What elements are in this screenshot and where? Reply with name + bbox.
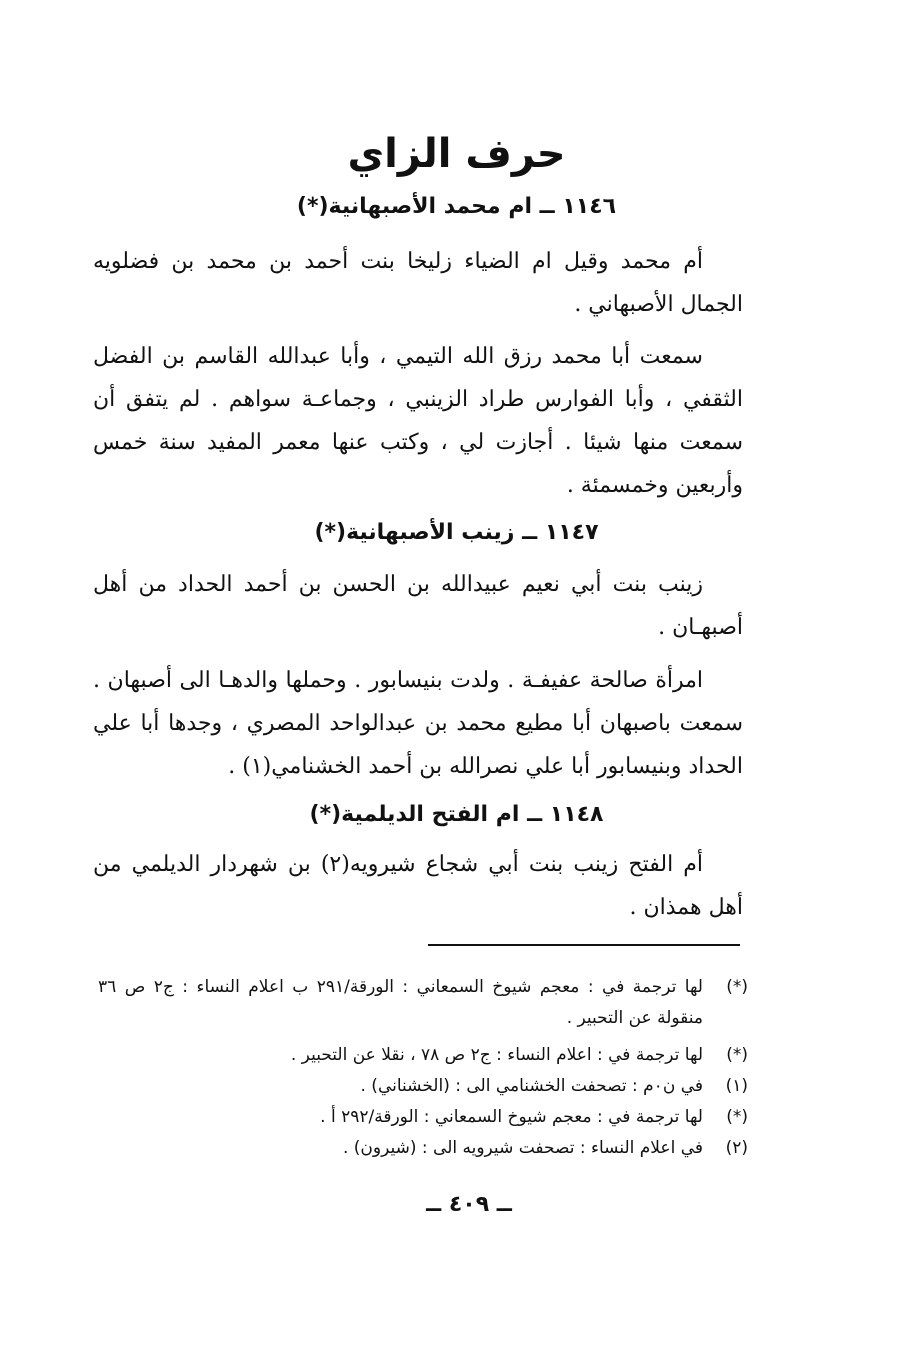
footnote-1: [98, 1071, 748, 1102]
footnote-text: لها ترجمة في : معجم شيوخ السمعاني : الورقة/٢٩١ ب اعلام النساء : ج٢ ص ٣٦ منقولة عن التحبير .: [98, 977, 703, 1028]
footnote-text: في ن٠م : تصحفت الخشنامي الى : (الخشناني) .: [360, 1076, 703, 1096]
footnote-mark: (٢): [725, 1138, 748, 1158]
entry-1146-paragraph-1: أم محمد وقيل ام الضياء زليخا بنت أحمد بن محمد بن فضلويه الجمال الأصبهاني .: [93, 249, 743, 317]
entry-1148-paragraph-1: أم الفتح زينب بنت أبي شجاع شيرويه(٢) بن شهردار الديلمي من أهل همذان .: [93, 852, 743, 920]
entry-heading-1147: ١١٤٧ ــ زينب الأصبهانية(*): [314, 520, 599, 545]
footnote-mark: (١): [725, 1076, 748, 1096]
footnote-entry-1148: [98, 1102, 748, 1133]
footnote-text: لها ترجمة في : اعلام النساء : ج٢ ص ٧٨ ، نقلا عن التحبير .: [290, 1045, 703, 1065]
entry-heading-1146: ١١٤٦ ــ ام محمد الأصبهانية(*): [296, 194, 617, 219]
entry-1146-paragraph-2: سمعت أبا محمد رزق الله التيمي ، وأبا عبدالله القاسم بن الفضل الثقفي ، وأبا الفوارس طراد الزينبي ، وجماعـة سواهم . لم يتفق أن سمعت منها شيئا . أجازت لي ، وكتب عنها معمر المفيد سنة خمس وأربعين وخمسمئة .: [93, 344, 743, 498]
footnote-entry-1147: [98, 1040, 748, 1071]
entry-1147-paragraph-1: زينب بنت أبي نعيم عبيدالله بن الحسن بن أحمد الحداد من أهل أصبهـان .: [93, 572, 743, 640]
footnote-separator: [428, 944, 740, 946]
footnote-text: لها ترجمة في : معجم شيوخ السمعاني : الورقة/٢٩٢ أ .: [320, 1107, 703, 1127]
footnote-mark: (*): [726, 1107, 748, 1127]
entry-heading-1148: ١١٤٨ ــ ام الفتح الديلمية(*): [309, 802, 604, 827]
chapter-title: حرف الزاي: [347, 131, 566, 177]
footnote-entry-1146: [98, 972, 748, 1034]
footnote-mark: (*): [726, 977, 748, 997]
footnote-2: [98, 1133, 748, 1164]
footnote-text: في اعلام النساء : تصحفت شيرويه الى : (شيرون) .: [342, 1138, 703, 1158]
footnotes: [98, 972, 748, 1164]
page-number: ــ ٤٠٩ ــ: [426, 1192, 512, 1217]
footnote-mark: (*): [726, 1045, 748, 1065]
entry-1147-paragraph-2: امرأة صالحة عفيفـة . ولدت بنيسابور . وحملها والدهـا الى أصبهان . سمعت باصبهان أبا مطيع محمد بن عبدالواحد المصري ، وجدها أبا علي الحداد وبنيسابور أبا علي نصرالله بن أحمد الخشنامي(١) .: [93, 668, 743, 779]
